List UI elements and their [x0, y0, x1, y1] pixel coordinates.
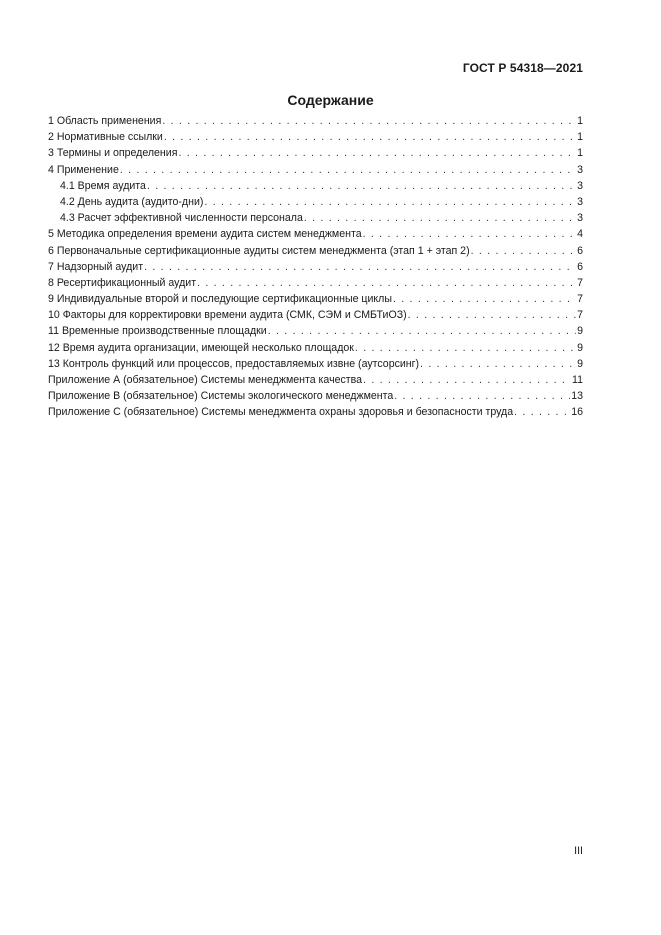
toc-entry-page: 1: [577, 115, 583, 127]
toc-entry-page: 6: [577, 244, 583, 257]
toc-entry-text: Приложение С (обязательное) Системы менеджмента охраны здоровья и безопасности труда: [48, 406, 514, 419]
toc-leader-dots: [120, 162, 576, 178]
toc-entry-text: 5 Методика определения времени аудита систем менеджмента: [48, 228, 362, 241]
toc-subentry[interactable]: [48, 194, 583, 210]
toc-leader-dots: [355, 340, 576, 356]
page-number: III: [574, 845, 583, 857]
toc-entry-page: 13: [571, 390, 583, 403]
toc-entry[interactable]: [48, 129, 583, 145]
toc-entry-text: 4 Применение: [48, 163, 119, 176]
toc-entry-page: 7: [577, 309, 583, 322]
toc-entry-page: 3: [577, 212, 583, 225]
toc-entry-text: 4.2 День аудита (аудито-дни): [60, 195, 204, 208]
toc-leader-dots: [144, 259, 576, 275]
toc-entry-text: 6 Первоначальные сертификационные аудиты систем менеджмента (этап 1 + этап 2): [48, 244, 470, 257]
toc-leader-dots: [197, 275, 576, 291]
toc-leader-dots: [162, 113, 576, 129]
toc-entry[interactable]: [48, 226, 583, 242]
toc-entry-page: 3: [577, 179, 583, 192]
toc-entry[interactable]: [48, 323, 583, 339]
toc-entry-text: 4.3 Расчет эффективной численности персонала: [60, 212, 303, 225]
toc-leader-dots: [471, 243, 577, 259]
toc-entry-text: 1 Область применения: [48, 115, 162, 127]
toc-entry-text: 11 Временные производственные площадки: [48, 325, 267, 338]
toc-leader-dots: [363, 372, 571, 388]
toc-subentry[interactable]: [48, 178, 583, 194]
toc-leader-dots: [147, 178, 576, 194]
toc-entry-appendix[interactable]: [48, 372, 583, 388]
toc-entry-page: 9: [577, 325, 583, 338]
toc-entry-text: Приложение В (обязательное) Системы экологического менеджмента: [48, 390, 394, 403]
toc-entry-page: 3: [577, 195, 583, 208]
toc-leader-dots: [514, 404, 570, 420]
standard-code-header: ГОСТ Р 54318—2021: [462, 61, 583, 75]
toc-leader-dots: [268, 323, 576, 339]
toc-entry[interactable]: [48, 259, 583, 275]
toc-entry-text: 7 Надзорный аудит: [48, 260, 144, 273]
toc-entry[interactable]: [48, 275, 583, 291]
toc-entry-page: 9: [577, 357, 583, 370]
toc-entry[interactable]: [48, 291, 583, 307]
toc-entry[interactable]: [48, 307, 583, 323]
toc-leader-dots: [408, 307, 576, 323]
toc-entry-page: 7: [577, 293, 583, 306]
toc-leader-dots: [164, 129, 576, 145]
toc-leader-dots: [304, 210, 576, 226]
toc-entry-text: 8 Ресертификационный аудит: [48, 276, 197, 289]
toc-leader-dots: [420, 356, 576, 372]
toc-leader-dots: [204, 194, 576, 210]
toc-leader-dots: [363, 226, 577, 242]
toc-entry-text: Приложение А (обязательное) Системы менеджмента качества: [48, 374, 363, 386]
toc-entry[interactable]: [48, 145, 583, 161]
toc-entry-text: 12 Время аудита организации, имеющей несколько площадок: [48, 341, 354, 354]
toc-entry-text: 4.1 Время аудита: [60, 179, 146, 192]
toc-entry-text: 13 Контроль функций или процессов, предоставляемых извне (аутсорсинг): [48, 357, 420, 370]
toc-entry-text: 10 Факторы для корректировки времени аудита (СМК, СЭМ и СМБТиОЗ): [48, 309, 407, 322]
toc-entry-appendix[interactable]: [48, 388, 583, 404]
toc-entry-page: 1: [577, 131, 583, 144]
toc-leader-dots: [393, 291, 576, 307]
toc-entry-page: 7: [577, 276, 583, 289]
toc-leader-dots: [178, 145, 576, 161]
toc-entry-text: 2 Нормативные ссылки: [48, 131, 163, 144]
toc-entry-page: 11: [572, 374, 583, 386]
toc-subentry[interactable]: [48, 210, 583, 226]
toc-entry-page: 1: [577, 147, 583, 160]
toc-entry[interactable]: [48, 113, 583, 129]
toc-entry-page: 6: [577, 260, 583, 273]
toc-entry-text: 3 Термины и определения: [48, 147, 178, 160]
toc-entry-page: 3: [577, 163, 583, 176]
toc-entry-page: 16: [571, 406, 583, 419]
toc-entry-page: 9: [577, 341, 583, 354]
toc-entry-page: 4: [577, 228, 583, 241]
toc-entry[interactable]: [48, 162, 583, 178]
toc-entry[interactable]: [48, 356, 583, 372]
toc-title: Содержание: [287, 92, 374, 108]
table-of-contents: [48, 113, 583, 421]
toc-entry[interactable]: [48, 340, 583, 356]
toc-entry-text: 9 Индивидуальные второй и последующие сертификационные циклы: [48, 293, 392, 306]
toc-entry-appendix[interactable]: [48, 404, 583, 420]
toc-leader-dots: [394, 388, 570, 404]
toc-entry[interactable]: [48, 243, 583, 259]
